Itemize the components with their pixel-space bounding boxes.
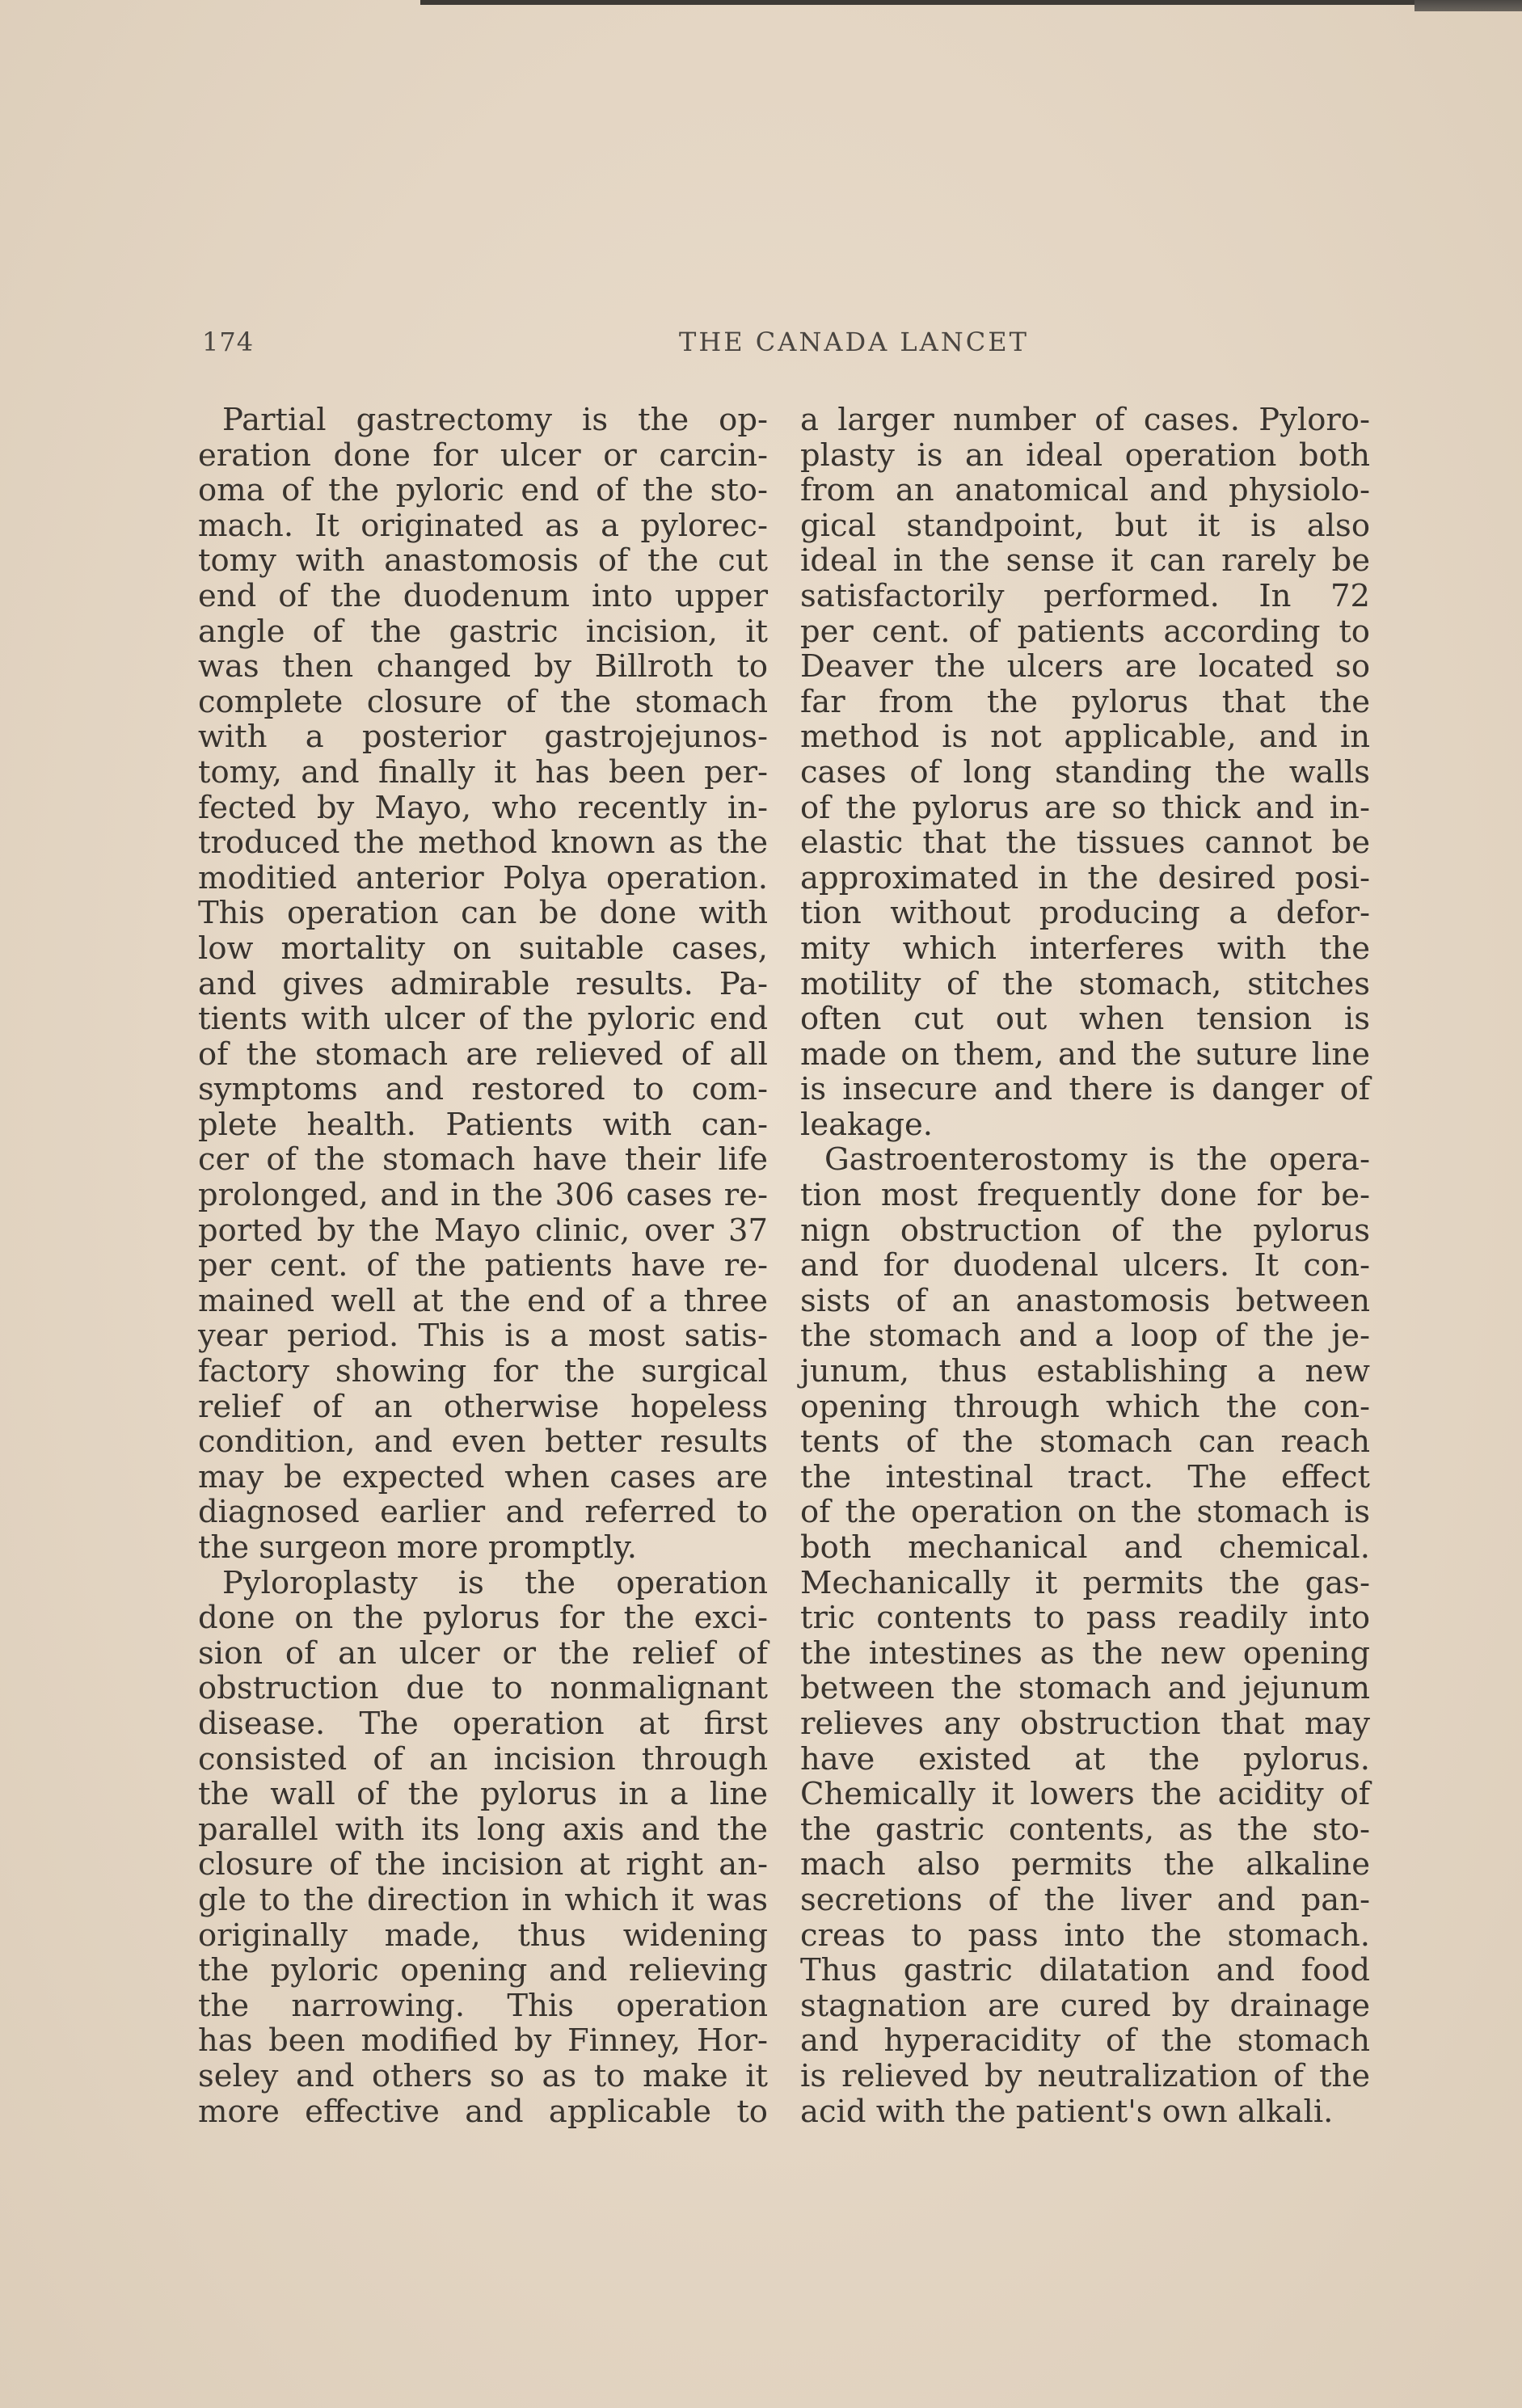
- text-line: troduced the method known as the: [198, 824, 768, 862]
- text-line: of the operation on the stomach is: [800, 1494, 1370, 1531]
- text-line: low mortality on suitable cases,: [198, 930, 768, 967]
- text-line: tion most frequently done for be-: [800, 1177, 1370, 1214]
- text-line: plete health. Patients with can-: [198, 1106, 768, 1143]
- text-line: Partial gastrectomy is the op-: [222, 402, 768, 438]
- text-line: mach also permits the alkaline: [800, 1846, 1370, 1883]
- text-line: was then changed by Billroth to: [198, 648, 768, 685]
- text-line: the pyloric opening and relieving: [198, 1952, 768, 1989]
- text-line: leakage.: [800, 1106, 934, 1143]
- text-line: ideal in the sense it can rarely be: [800, 542, 1370, 580]
- text-line: tric contents to pass readily into: [800, 1600, 1370, 1637]
- text-line: method is not applicable, and in: [800, 719, 1370, 756]
- text-line: end of the duodenum into upper: [198, 577, 768, 614]
- text-line: and hyperacidity of the stomach: [800, 2022, 1370, 2060]
- text-line: oma of the pyloric end of the sto-: [198, 472, 768, 509]
- journal-title: THE CANADA LANCET: [679, 327, 1029, 357]
- text-line: Chemically it lowers the acidity of: [800, 1776, 1370, 1813]
- text-line: cer of the stomach have their life: [198, 1141, 768, 1179]
- text-line: the intestinal tract. The effect: [800, 1458, 1370, 1495]
- text-line: from an anatomical and physiolo-: [800, 472, 1370, 509]
- text-line: done on the pylorus for the exci-: [198, 1600, 768, 1637]
- text-line: acid with the patient's own alkali.: [800, 2093, 1334, 2130]
- text-line: sists of an anastomosis between: [800, 1282, 1370, 1319]
- text-line: Deaver the ulcers are located so: [800, 648, 1370, 685]
- text-line: relief of an otherwise hopeless: [198, 1388, 768, 1425]
- text-line: stagnation are cured by drainage: [800, 1987, 1370, 2024]
- text-line: gical standpoint, but it is also: [800, 507, 1370, 544]
- text-line: is insecure and there is danger of: [800, 1071, 1370, 1108]
- text-line: factory showing for the surgical: [198, 1353, 768, 1390]
- text-line: motility of the stomach, stitches: [800, 965, 1370, 1002]
- text-line: eration done for ulcer or carcin-: [198, 436, 768, 474]
- text-line: fected by Mayo, who recently in-: [198, 789, 768, 826]
- text-line: plasty is an ideal operation both: [800, 436, 1370, 474]
- running-header: [202, 327, 1035, 367]
- text-line: tomy with anastomosis of the cut: [198, 542, 768, 580]
- text-line: symptoms and restored to com-: [198, 1071, 768, 1108]
- text-line: the wall of the pylorus in a line: [198, 1776, 768, 1813]
- text-line: mach. It originated as a pylorec-: [198, 507, 768, 544]
- page-top-edge: [420, 0, 1522, 5]
- text-line: gle to the direction in which it was: [198, 1881, 768, 1918]
- text-line: This operation can be done with: [198, 895, 768, 932]
- text-line: sion of an ulcer or the relief of: [198, 1634, 768, 1672]
- text-line: the stomach and a loop of the je-: [800, 1318, 1370, 1355]
- text-line: creas to pass into the stomach.: [800, 1917, 1370, 1954]
- text-line: relieves any obstruction that may: [800, 1705, 1370, 1742]
- text-line: parallel with its long axis and the: [198, 1811, 768, 1848]
- text-line: may be expected when cases are: [198, 1458, 768, 1495]
- text-line: have existed at the pylorus.: [800, 1740, 1370, 1778]
- text-line: of the stomach are relieved of all: [198, 1035, 768, 1073]
- text-line: and for duodenal ulcers. It con-: [800, 1247, 1370, 1284]
- text-line: far from the pylorus that the: [800, 683, 1370, 720]
- text-line: angle of the gastric incision, it: [198, 613, 768, 650]
- text-line: tents of the stomach can reach: [800, 1423, 1370, 1461]
- text-line: the intestines as the new opening: [800, 1634, 1370, 1672]
- text-line: approximated in the desired posi-: [800, 859, 1370, 896]
- text-line: tion without producing a defor-: [800, 895, 1370, 932]
- page-top-edge-corner: [1414, 0, 1522, 11]
- text-line: elastic that the tissues cannot be: [800, 824, 1370, 862]
- text-line: Thus gastric dilatation and food: [800, 1952, 1370, 1989]
- text-line: often cut out when tension is: [800, 1001, 1370, 1038]
- text-line: closure of the incision at right an-: [198, 1846, 768, 1883]
- text-line: complete closure of the stomach: [198, 683, 768, 720]
- text-line: satisfactorily performed. In 72: [800, 577, 1370, 614]
- text-line: seley and others so as to make it: [198, 2057, 768, 2094]
- text-line: the surgeon more promptly.: [198, 1529, 638, 1566]
- text-line: ported by the Mayo clinic, over 37: [198, 1212, 768, 1249]
- text-line: has been modified by Finney, Hor-: [198, 2022, 768, 2060]
- text-line: diagnosed earlier and referred to: [198, 1494, 768, 1531]
- text-line: year period. This is a most satis-: [198, 1318, 768, 1355]
- text-line: both mechanical and chemical.: [800, 1529, 1370, 1566]
- text-line: secretions of the liver and pan-: [800, 1881, 1370, 1918]
- text-line: with a posterior gastrojejunos-: [198, 719, 768, 756]
- text-line: consisted of an incision through: [198, 1740, 768, 1778]
- text-line: mity which interferes with the: [800, 930, 1370, 967]
- text-line: the gastric contents, as the sto-: [800, 1811, 1370, 1848]
- text-line: between the stomach and jejunum: [800, 1670, 1370, 1707]
- text-column-right: [800, 403, 1370, 2129]
- text-line: made on them, and the suture line: [800, 1035, 1370, 1073]
- text-line: prolonged, and in the 306 cases re-: [198, 1177, 768, 1214]
- text-line: cases of long standing the walls: [800, 753, 1370, 791]
- text-line: originally made, thus widening: [198, 1917, 768, 1954]
- text-line: of the pylorus are so thick and in-: [800, 789, 1370, 826]
- text-line: Pyloroplasty is the operation: [222, 1564, 768, 1601]
- text-line: a larger number of cases. Pyloro-: [800, 402, 1370, 438]
- text-line: tomy, and finally it has been per-: [198, 753, 768, 791]
- text-line: per cent. of the patients have re-: [198, 1247, 768, 1284]
- text-line: is relieved by neutralization of the: [800, 2057, 1370, 2094]
- text-line: moditied anterior Polya operation.: [198, 859, 768, 896]
- text-line: obstruction due to nonmalignant: [198, 1670, 768, 1707]
- text-line: and gives admirable results. Pa-: [198, 965, 768, 1002]
- text-column-left: [198, 403, 768, 2129]
- text-line: disease. The operation at first: [198, 1705, 768, 1742]
- text-line: junum, thus establishing a new: [800, 1353, 1370, 1390]
- text-line: tients with ulcer of the pyloric end: [198, 1001, 768, 1038]
- text-line: nign obstruction of the pylorus: [800, 1212, 1370, 1249]
- text-line: the narrowing. This operation: [198, 1987, 768, 2024]
- text-line: mained well at the end of a three: [198, 1282, 768, 1319]
- page-number: 174: [202, 327, 255, 357]
- text-line: more effective and applicable to: [198, 2093, 768, 2130]
- text-line: condition, and even better results: [198, 1423, 768, 1461]
- text-line: Gastroenterostomy is the opera-: [824, 1141, 1370, 1179]
- text-line: per cent. of patients according to: [800, 613, 1370, 650]
- text-line: Mechanically it permits the gas-: [800, 1564, 1370, 1601]
- text-line: opening through which the con-: [800, 1388, 1370, 1425]
